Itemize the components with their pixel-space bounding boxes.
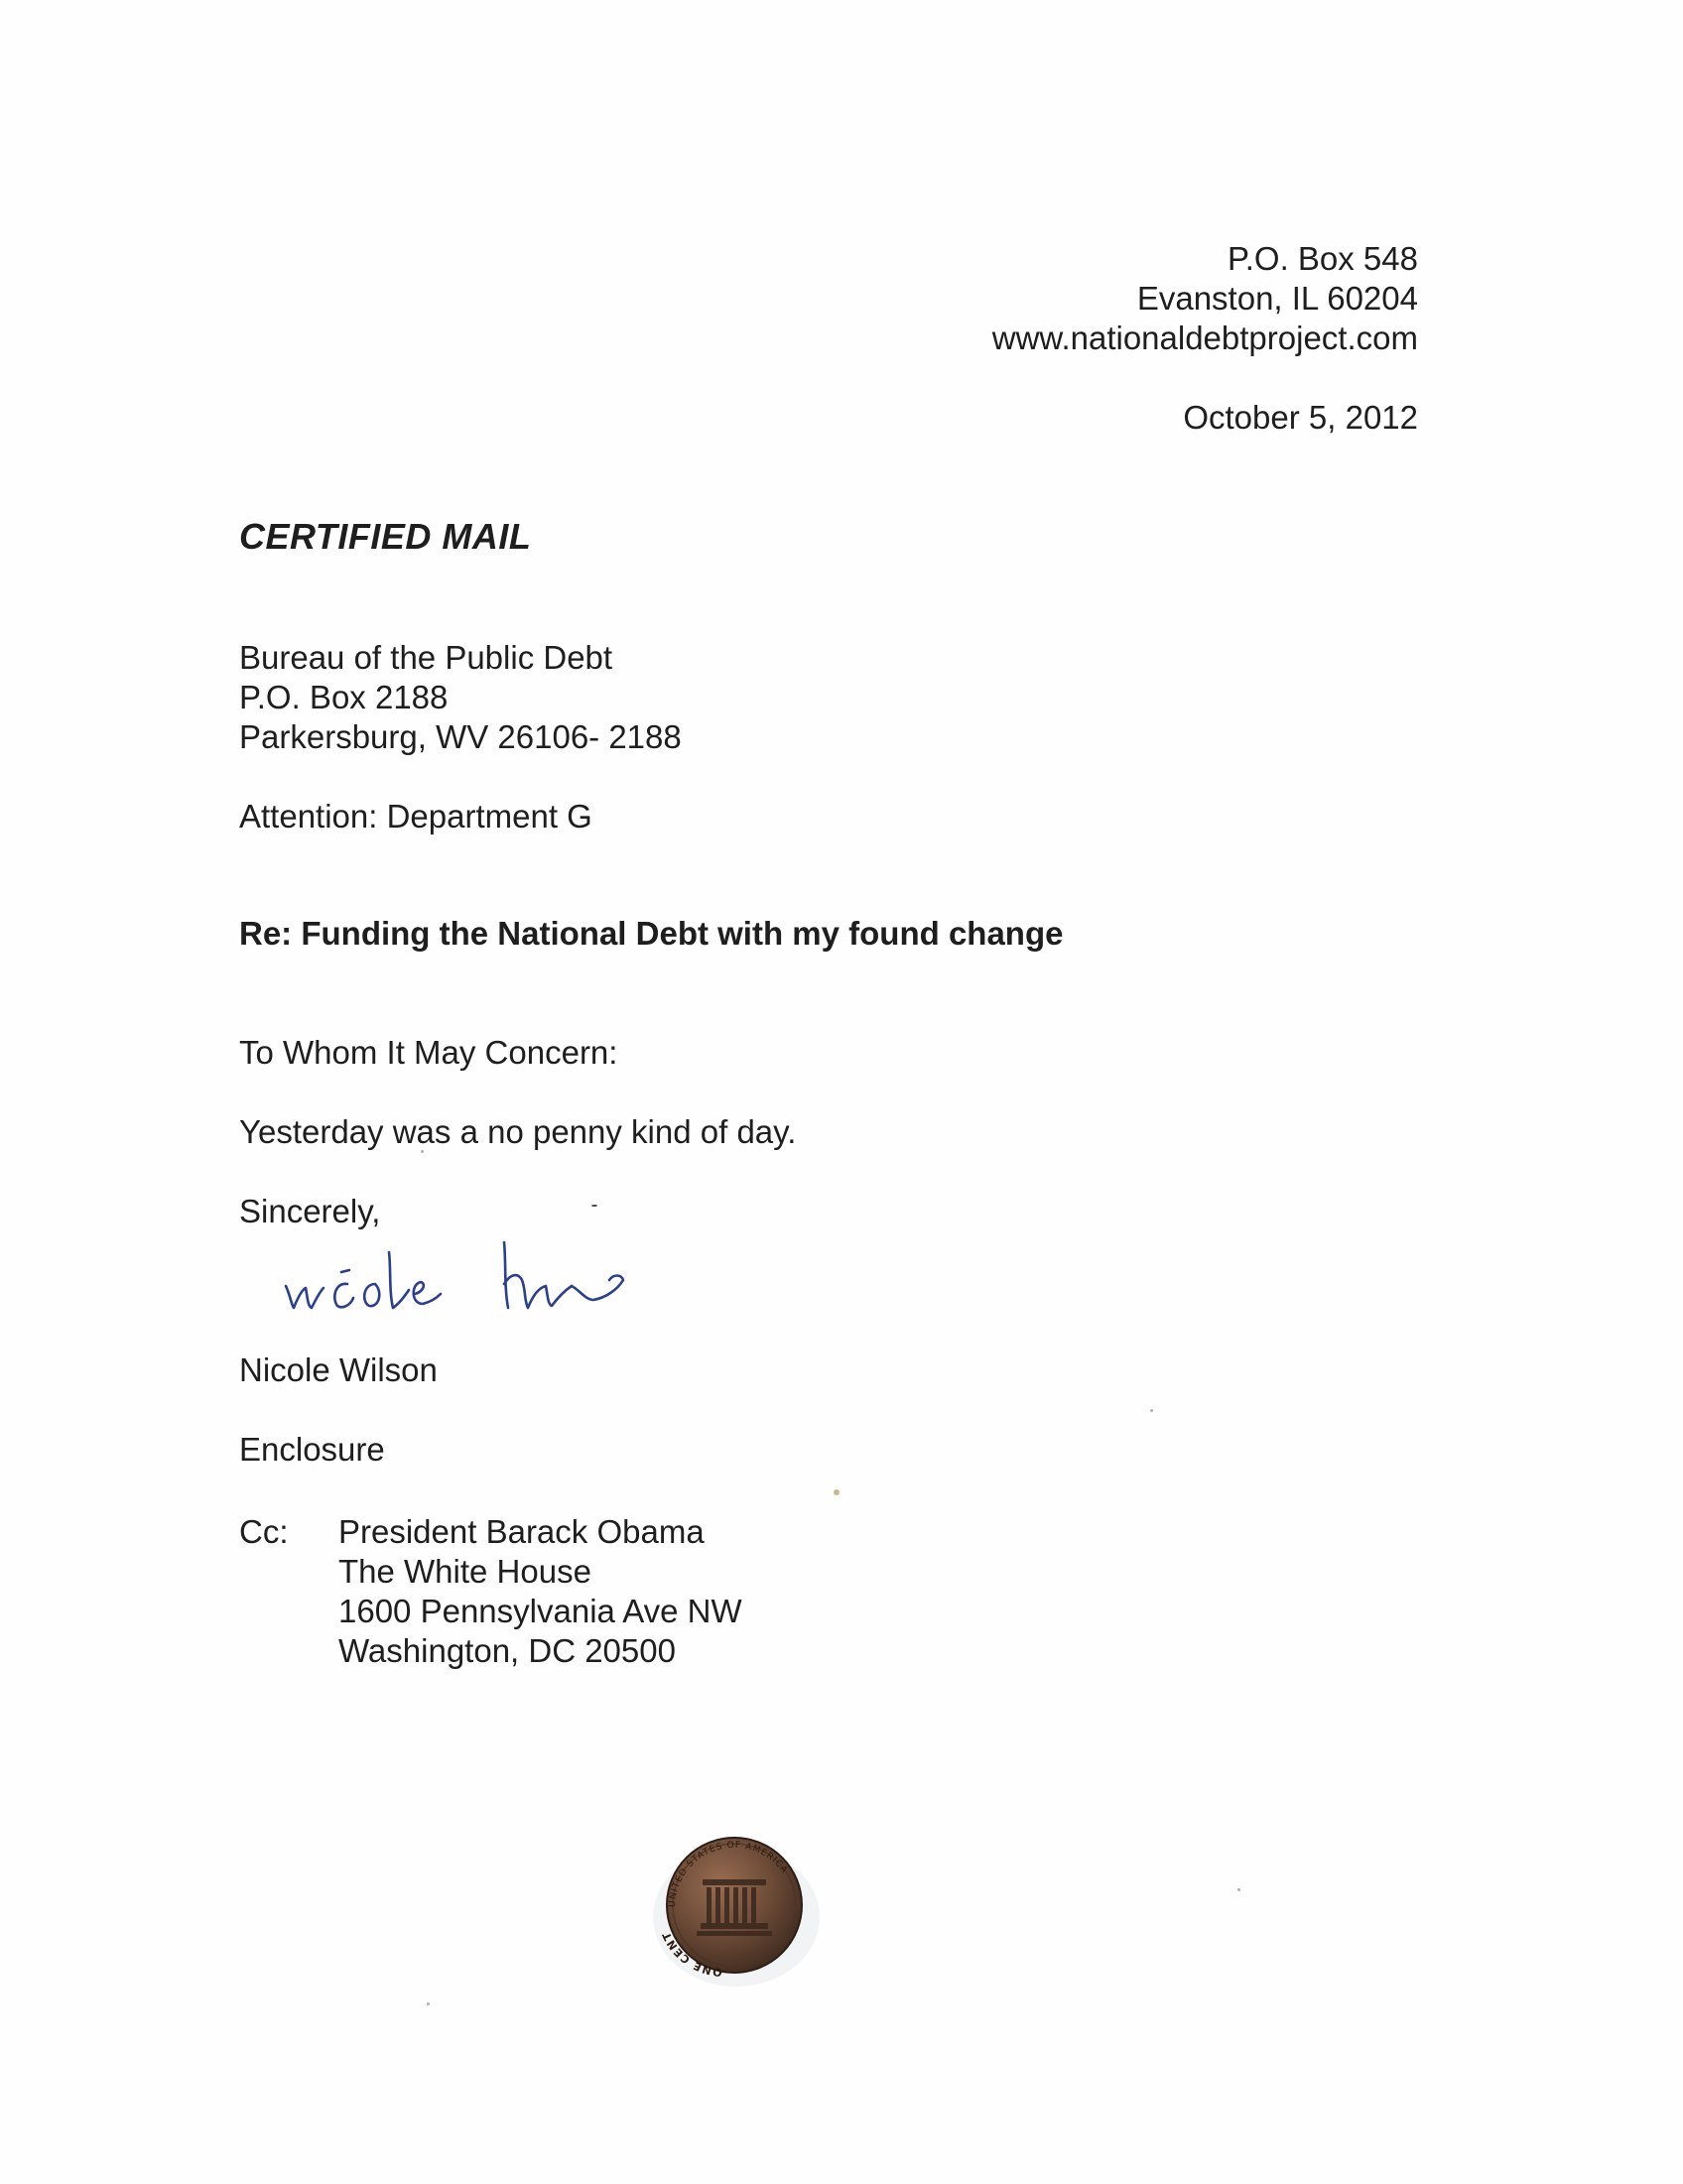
paper-speck: [1150, 1409, 1153, 1412]
letter-date: October 5, 2012: [1183, 399, 1418, 436]
sender-address-block: [992, 239, 1418, 438]
enclosed-penny-image: [645, 1818, 824, 1996]
cc-label: Cc:: [239, 1513, 289, 1550]
subject-line: Re: Funding the National Debt with my found change: [239, 915, 1064, 952]
salutation: To Whom It May Concern:: [239, 1034, 618, 1071]
penny-top-inscription: UNITED STATES OF AMERICA: [667, 1840, 790, 1908]
recipient-address-block: [239, 638, 682, 836]
paper-speck: [421, 1150, 424, 1153]
handwritten-signature: [278, 1228, 695, 1338]
recipient-po-box: P.O. Box 2188: [239, 679, 449, 715]
sender-po-box: P.O. Box 548: [1227, 240, 1418, 277]
paper-speck: [591, 1205, 597, 1207]
paper-speck: [427, 2002, 430, 2005]
cc-line: Washington, DC 20500: [338, 1632, 676, 1669]
enclosure-note: Enclosure: [239, 1431, 385, 1468]
paper-speck: [834, 1489, 840, 1495]
cc-line: President Barack Obama: [338, 1513, 705, 1550]
signer-name: Nicole Wilson: [239, 1351, 438, 1388]
cc-address-block: [338, 1512, 742, 1671]
cc-line: The White House: [338, 1553, 591, 1590]
penny-left-inscription: ONE CENT: [659, 1929, 723, 1980]
sender-city-line: Evanston, IL 60204: [1136, 280, 1418, 317]
certified-mail-heading: CERTIFIED MAIL: [239, 516, 532, 557]
closing: Sincerely,: [239, 1193, 381, 1229]
sender-website: www.nationaldebtproject.com: [991, 320, 1418, 356]
recipient-name: Bureau of the Public Debt: [239, 639, 613, 676]
body-text: Yesterday was a no penny kind of day.: [239, 1113, 797, 1150]
cc-line: 1600 Pennsylvania Ave NW: [338, 1593, 742, 1629]
paper-speck: [1237, 1888, 1240, 1891]
attention-line: Attention: Department G: [239, 798, 592, 835]
recipient-city-line: Parkersburg, WV 26106- 2188: [239, 718, 682, 755]
